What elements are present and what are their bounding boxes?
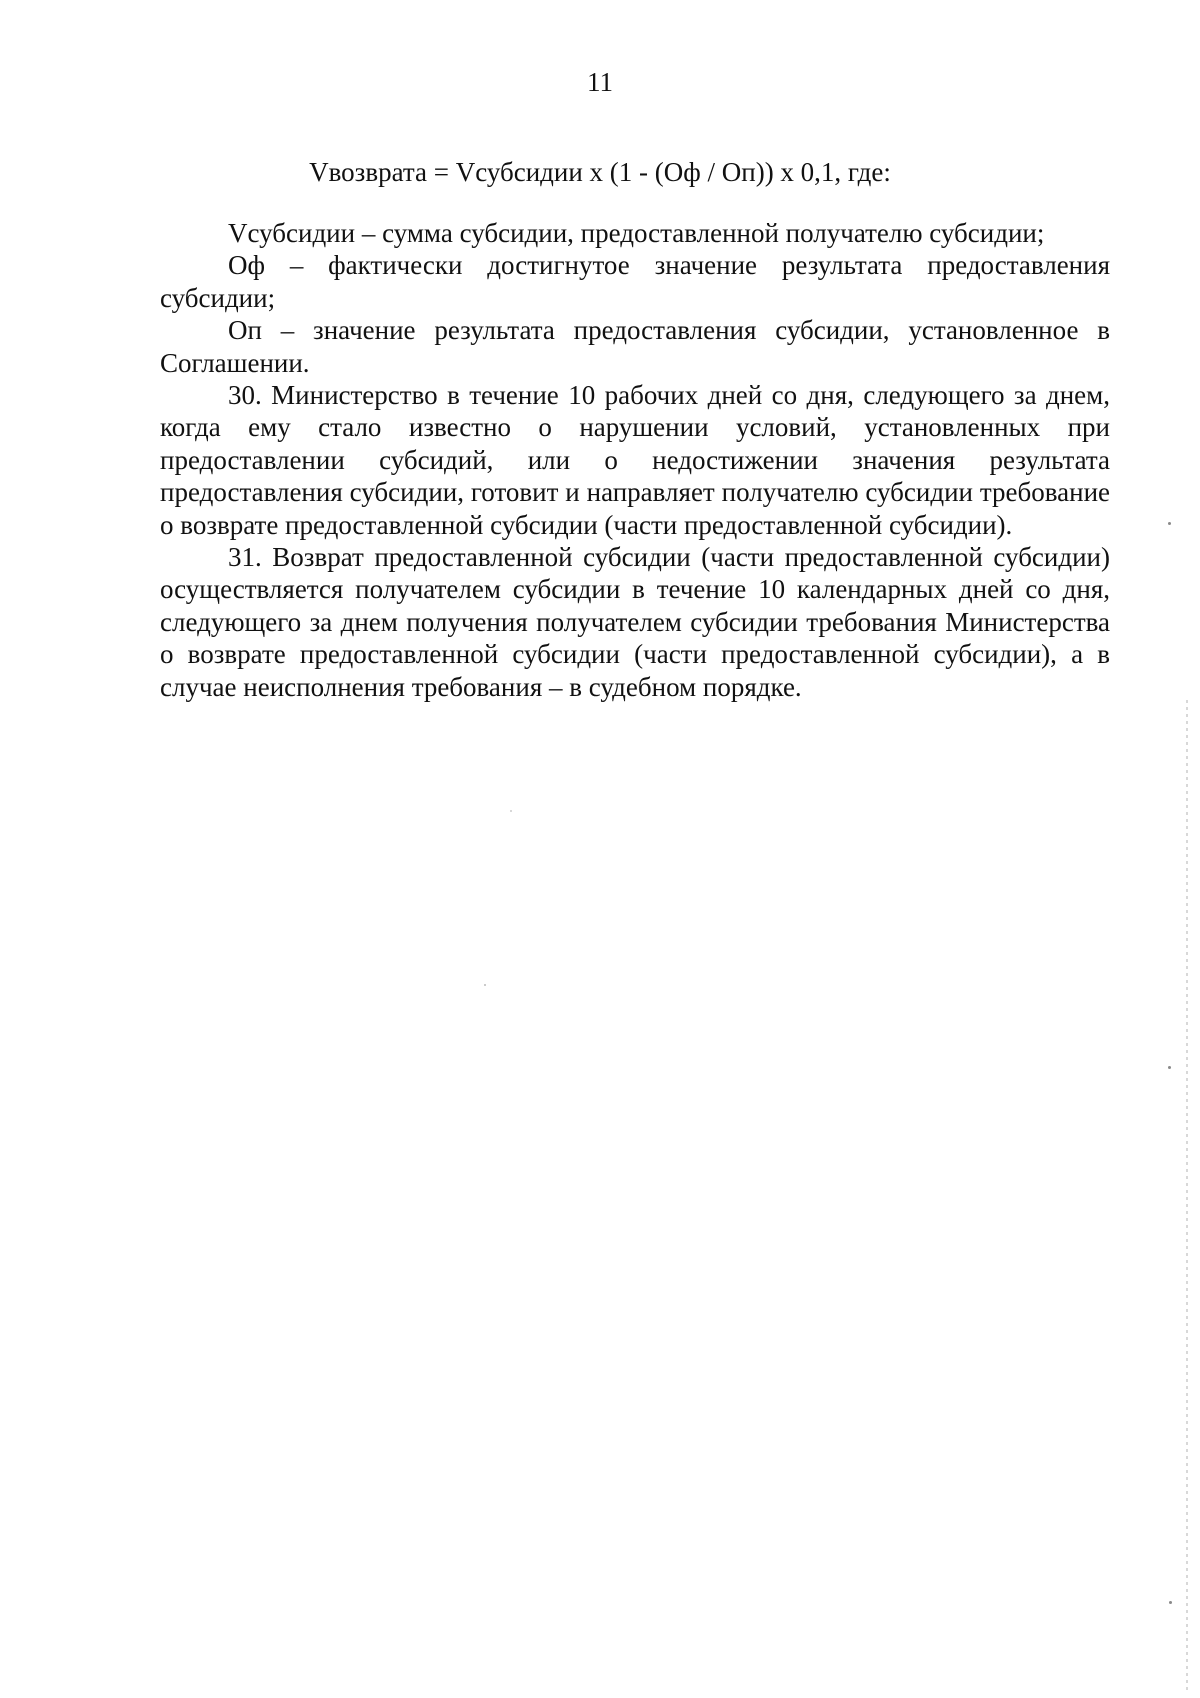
definition-subsidy-amount: Vсубсидии – сумма субсидии, предоставленной получателю субсидии; xyxy=(228,218,1045,248)
scan-edge-artifact xyxy=(1186,700,1188,1690)
definition-planned-value: Оп – значение результата предоставления субсидии, установленное в Соглашении. xyxy=(160,315,1110,378)
page-number: 11 xyxy=(587,67,613,97)
scan-speck xyxy=(1169,1601,1172,1604)
clause-31: 31. Возврат предоставленной субсидии (части предоставленной субсидии) осуществляется получателем субсидии в течение 10 календарных дней со дня, следующего за днем получения получателем субсидии требования Министерства о возврате предоставленной субсидии (части предоставленной субсидии), а в случае неисполнения требования – в судебном порядке. xyxy=(160,542,1110,702)
scan-speck xyxy=(510,810,512,812)
scan-speck xyxy=(1168,522,1171,525)
document-body xyxy=(160,217,1110,703)
scan-speck xyxy=(1168,1066,1171,1069)
return-amount-formula: Vвозврата = Vсубсидии x (1 - (Оф / Оп)) x 0,1, где: xyxy=(309,157,891,187)
scan-speck xyxy=(484,984,486,986)
clause-30: 30. Министерство в течение 10 рабочих дней со дня, следующего за днем, когда ему стало известно о нарушении условий, установленных при предоставлении субсидий, или о недостижении значения результата предоставления субсидии, готовит и направляет получателю субсидии требование о возврате предоставленной субсидии (части предоставленной субсидии). xyxy=(160,380,1110,540)
definition-actual-value: Оф – фактически достигнутое значение результата предоставления субсидии; xyxy=(160,250,1110,313)
